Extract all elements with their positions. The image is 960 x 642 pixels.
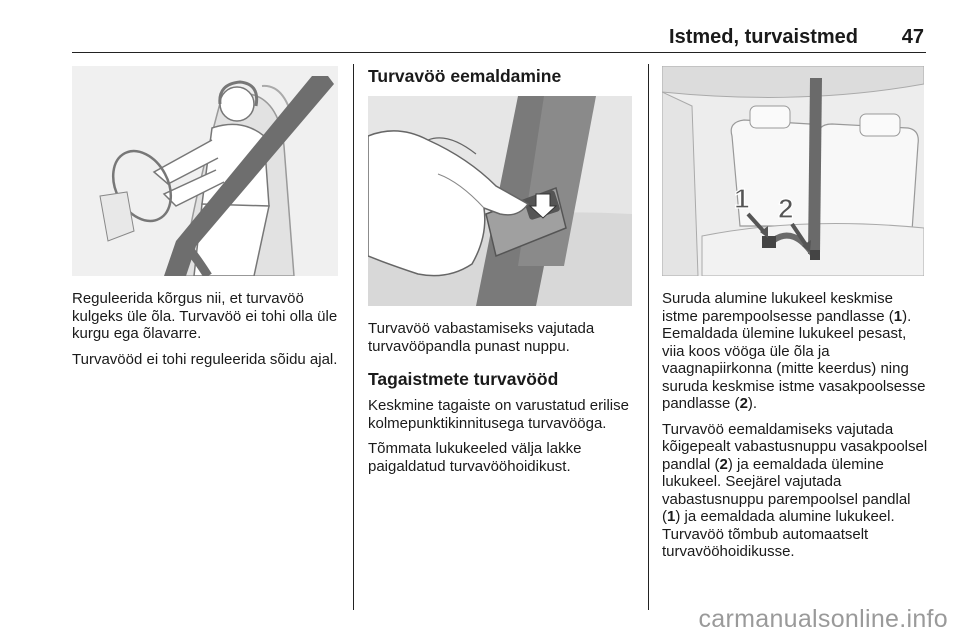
col1-paragraph-1: Reguleerida kõrgus nii, et turvavöö kulgeks üle õla. Turvavöö ei tohi olla üle kurgu ega õlavarre. — [72, 290, 338, 342]
section-heading-rear-belts: Tagaistmete turvavööd — [368, 369, 559, 389]
col3-paragraph-2: Turvavöö eemaldamiseks vajutada kõigepealt vabastusnuppu vasakpoolsel pandlal (2) ja eemaldada ülemine lukukeel. Seejärel vajutada vabastusnuppu parempoolsel pandlal (1) ja eemaldada alumine lukukeel. Turvavöö tõmbub automaatselt turvavööhoidikusse. — [662, 420, 928, 560]
col3-paragraph-1: Suruda alumine lukukeel keskmise istme parempoolsesse pandlasse (1). Eemaldada ülemine lukukeel pesast, viia koos vööga üle õla ja vaagnapiirkonna (mitte keerdus) ning suruda keskmise istme vasakpoolsesse pandlasse (2). — [662, 290, 926, 412]
figure-belt-release — [368, 96, 632, 306]
col2-paragraph-1: Turvavöö vabastamiseks vajutada turvavööpandla punast nuppu. — [368, 320, 595, 355]
column-divider-left — [353, 64, 354, 610]
header-rule — [72, 52, 926, 53]
figure-label-1: 1 — [734, 183, 750, 214]
col2-heading-1 — [368, 66, 638, 94]
watermark: carmanualsonline.info — [698, 605, 948, 633]
col1-text — [72, 290, 344, 376]
header-title: Istmed, turvaistmed — [669, 26, 858, 48]
col3-text — [662, 290, 932, 569]
section-heading-remove-belt: Turvavöö eemaldamine — [368, 66, 562, 86]
figure-driver-seatbelt — [72, 66, 338, 276]
col2-paragraph-2: Keskmine tagaiste on varustatud erilise kolmepunktikinnitusega turvavööga. — [368, 397, 629, 432]
col2-paragraph-3: Tõmmata lukukeeled välja lakke paigaldatud turvavööhoidikust. — [368, 440, 582, 475]
col1-paragraph-2: Turvavööd ei tohi reguleerida sõidu ajal. — [72, 350, 338, 368]
figure-rear-seat-belts — [662, 66, 924, 276]
figure-label-2: 2 — [778, 193, 794, 224]
column-divider-right — [648, 64, 649, 610]
col2-text — [368, 320, 638, 483]
page-number: 47 — [901, 26, 924, 48]
